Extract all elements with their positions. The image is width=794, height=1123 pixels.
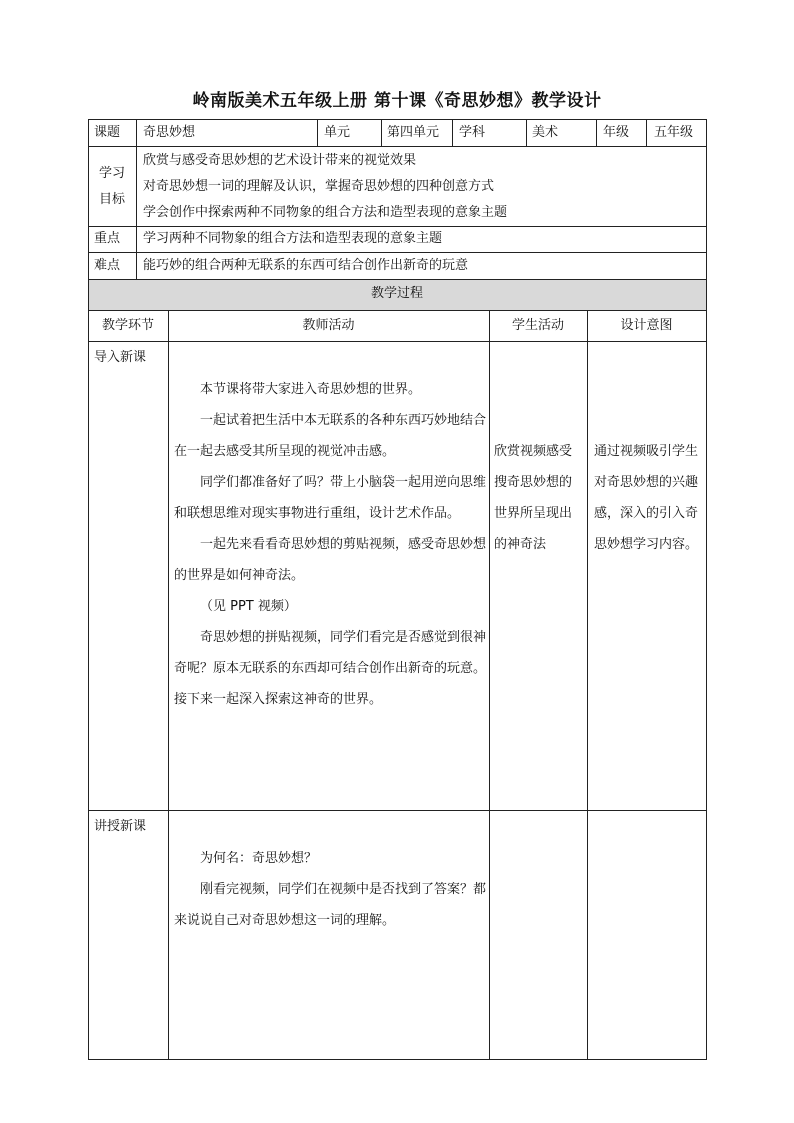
grade-value: 五年级 [654, 125, 694, 140]
stage-intro: 导入新课 [94, 350, 147, 365]
key-point-value: 学习两种不同物象的组合方法和造型表现的意象主题 [143, 231, 443, 246]
teacher-activity-intro [174, 374, 486, 715]
objectives-label-line2: 目标 [98, 191, 125, 207]
objective-item: 欣赏与感受奇思妙想的艺术设计带来的视觉效果 [143, 153, 417, 168]
unit-value: 第四单元 [387, 125, 440, 140]
teacher-paragraph: 一起试着把生活中本无联系的各种东西巧妙地结合在一起去感受其所呈现的视觉冲击感。 [174, 413, 487, 459]
student-activity-intro [494, 436, 584, 560]
teacher-paragraph: 一起先来看看奇思妙想的剪贴视频，感受奇思妙想的世界是如何神奇法。 [174, 537, 487, 583]
column-header-stage: 教学环节 [101, 318, 154, 333]
difficulty-label: 难点 [94, 258, 121, 273]
column-header-intent: 设计意图 [620, 318, 673, 333]
unit-label: 单元 [324, 125, 351, 140]
objective-item: 学会创作中探索两种不同物象的组合方法和造型表现的意象主题 [143, 205, 508, 220]
grade-label: 年级 [603, 125, 630, 140]
teacher-paragraph: 本节课将带大家进入奇思妙想的世界。 [200, 382, 422, 397]
design-intent-intro [594, 436, 702, 560]
topic-value: 奇思妙想 [143, 125, 196, 140]
objectives-label [88, 147, 136, 226]
objectives-label-line1: 学习 [98, 165, 125, 181]
teacher-paragraph: 为何名：奇思妙想？ [200, 851, 318, 866]
stage-lecture: 讲授新课 [94, 819, 147, 834]
key-point-label: 重点 [94, 231, 121, 246]
objective-item: 对奇思妙想一词的理解及认识，掌握奇思妙想的四种创意方式 [143, 179, 495, 194]
subject-label: 学科 [459, 125, 486, 140]
document-title: 岭南版美术五年级上册 第十课《奇思妙想》教学设计 [192, 91, 602, 111]
teacher-paragraph: 刚看完视频，同学们在视频中是否找到了答案？都来说说自己对奇思妙想这一词的理解。 [174, 882, 487, 928]
student-activity-text: 欣赏视频感受搜奇思妙想的世界所呈现出的神奇法 [494, 444, 573, 552]
column-header-student: 学生活动 [511, 318, 564, 333]
column-header-teacher: 教师活动 [302, 318, 355, 333]
topic-label: 课题 [94, 125, 121, 140]
teacher-paragraph: 同学们都准备好了吗？带上小脑袋一起用逆向思维和联想思维对现实事物进行重组，设计艺术作品。 [174, 475, 487, 521]
teacher-paragraph: 奇思妙想的拼贴视频，同学们看完是否感觉到很神奇呢？原本无联系的东西却可结合创作出新奇的玩意。接下来一起深入探索这神奇的世界。 [174, 630, 487, 707]
teacher-paragraph: （见 PPT 视频） [200, 599, 297, 614]
design-intent-text: 通过视频吸引学生对奇思妙想的兴趣感，深入的引入奇思妙想学习内容。 [594, 444, 699, 552]
difficulty-value: 能巧妙的组合两种无联系的东西可结合创作出新奇的玩意 [143, 258, 469, 273]
subject-value: 美术 [532, 125, 559, 140]
process-header: 教学过程 [370, 286, 423, 301]
teacher-activity-lecture [174, 843, 486, 936]
